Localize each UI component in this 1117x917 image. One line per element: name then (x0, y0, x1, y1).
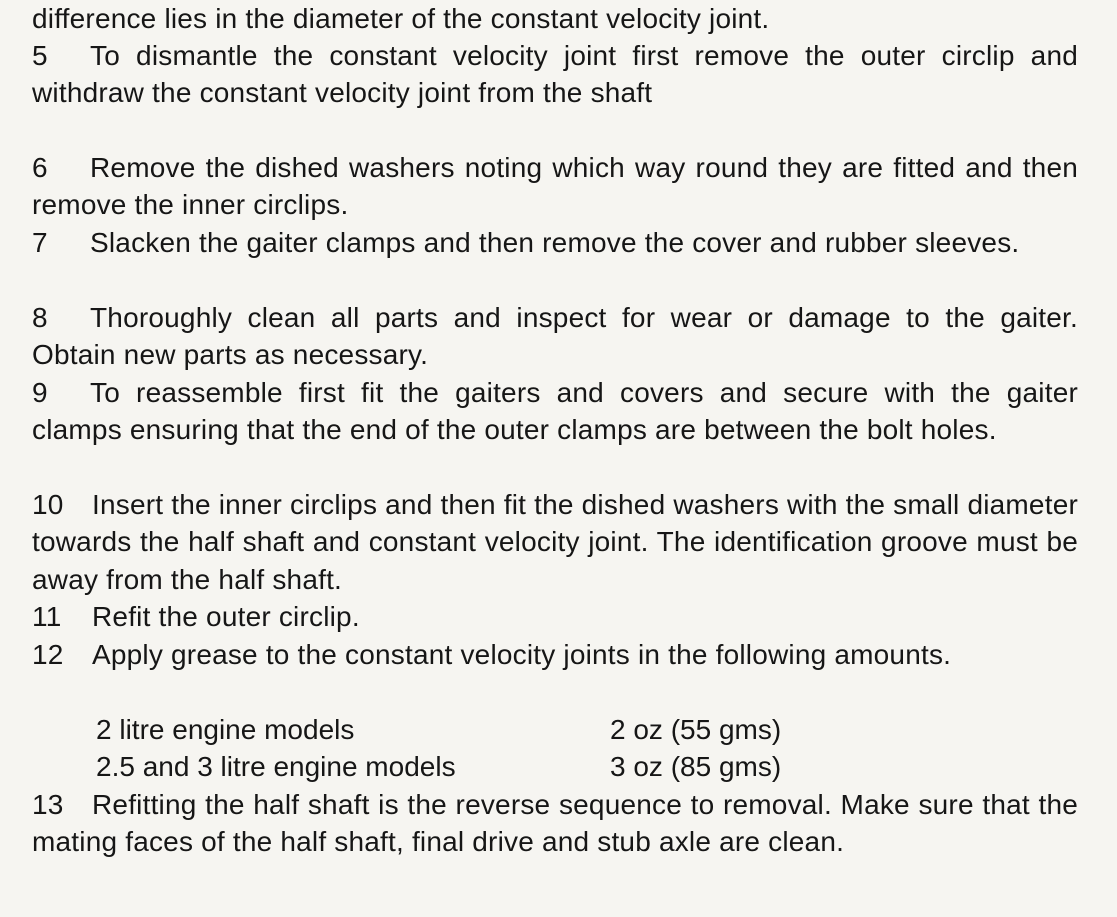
paragraph-text: Insert the inner circlips and then fit the dished washers with the small diameter towards the half shaft and constant velocity joint. The identification groove must be away from the half shaft. (32, 489, 1078, 595)
paragraph-13 (32, 786, 1078, 861)
table-row (96, 711, 856, 748)
paragraph-number: 9 (32, 377, 48, 408)
paragraph-7 (32, 224, 1078, 261)
paragraph-text: To dismantle the constant velocity joint first remove the outer circlip and withdraw the constant velocity joint from the shaft (32, 40, 1078, 109)
paragraph-text: Remove the dished washers noting which way round they are fitted and then remove the inner circlips. (32, 152, 1078, 221)
paragraph-number: 11 (32, 601, 62, 632)
grease-amount-value: 3 oz (85 gms) (610, 751, 782, 783)
paragraph-8 (32, 299, 1078, 374)
paragraph-11 (32, 598, 1078, 635)
grease-amount-value: 2 oz (55 gms) (610, 714, 782, 745)
engine-model-label: 2.5 and 3 litre engine models (96, 751, 456, 783)
paragraph-text: To reassemble first fit the gaiters and covers and secure with the gaiter clamps ensuring that the end of the outer clamps are between the bolt holes. (32, 377, 1078, 446)
paragraph-number: 10 (32, 489, 64, 520)
paragraph-text: Thoroughly clean all parts and inspect for wear or damage to the gaiter. Obtain new parts as necessary. (32, 302, 1078, 371)
engine-model-label: 2 litre engine models (96, 714, 355, 745)
paragraph-number: 12 (32, 639, 64, 670)
paragraph-number: 6 (32, 152, 48, 183)
paragraph-10 (32, 486, 1078, 598)
paragraph-text: Refit the outer circlip. (92, 601, 360, 632)
paragraph-text: Apply grease to the constant velocity joints in the following amounts. (92, 639, 952, 670)
paragraph-text: Refitting the half shaft is the reverse sequence to removal. Make sure that the mating faces of the half shaft, final drive and stub axle are clean. (32, 789, 1078, 858)
table-row (96, 748, 856, 785)
paragraph-6 (32, 149, 1078, 224)
paragraph-number: 7 (32, 227, 48, 258)
paragraph-text: Slacken the gaiter clamps and then remove the cover and rubber sleeves. (90, 227, 1020, 258)
paragraph-number: 13 (32, 789, 64, 820)
paragraph-text: difference lies in the diameter of the constant velocity joint. (32, 3, 770, 34)
paragraph-continued (32, 0, 1078, 37)
paragraph-9 (32, 374, 1078, 449)
paragraph-number: 5 (32, 40, 48, 71)
paragraph-number: 8 (32, 302, 48, 333)
paragraph-12 (32, 636, 1078, 673)
paragraph-5 (32, 37, 1078, 112)
grease-amounts-table (96, 711, 856, 786)
